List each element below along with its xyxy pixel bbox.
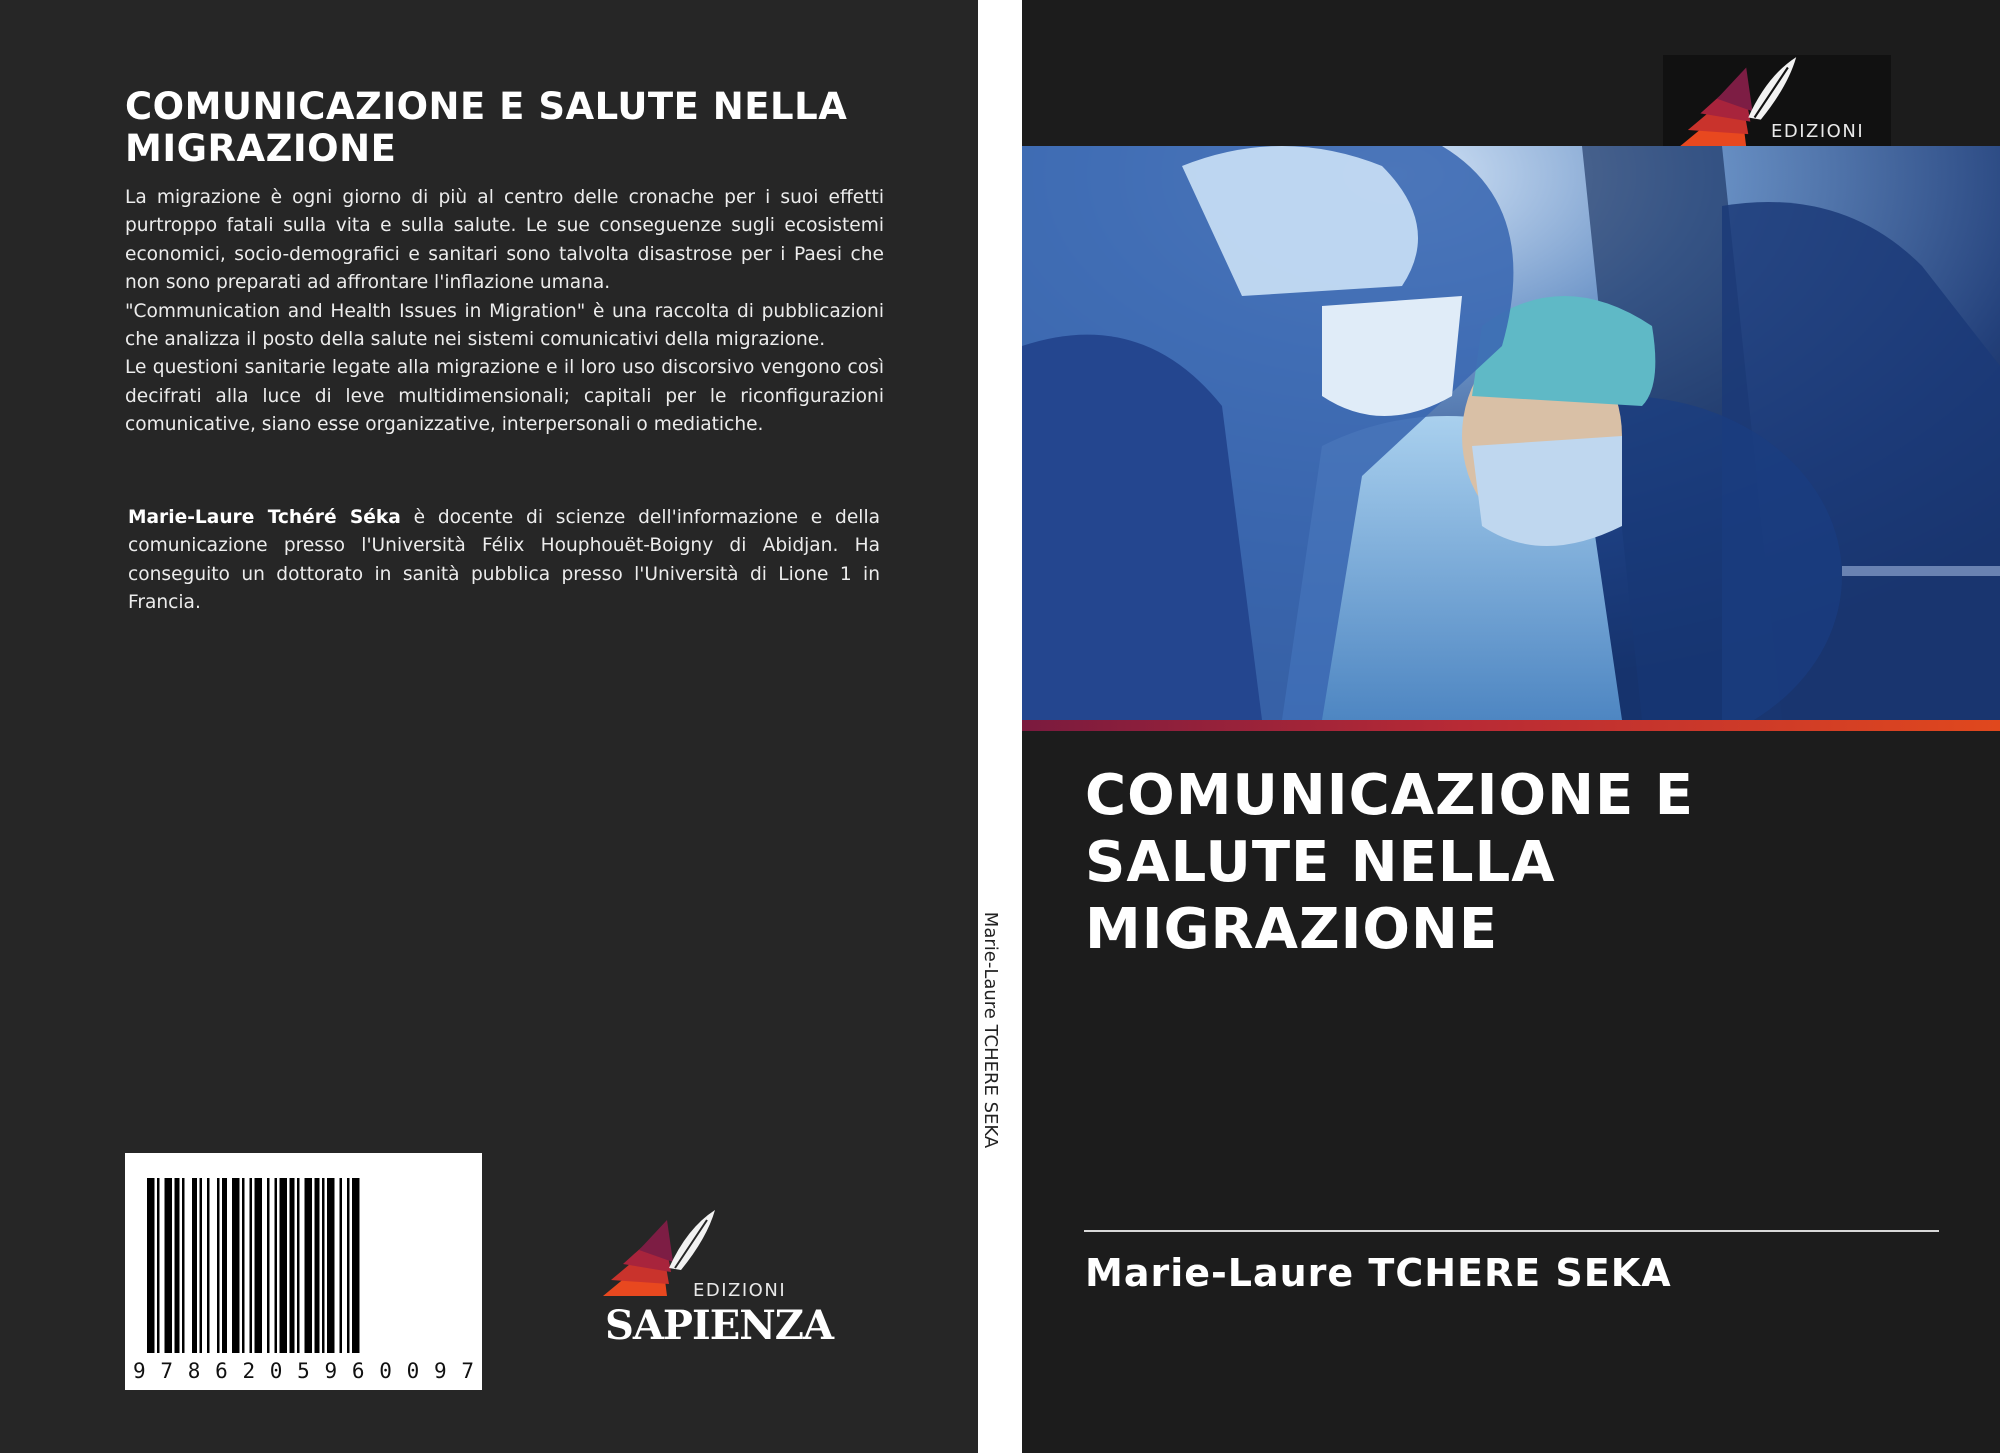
blurb-paragraph: Le questioni sanitarie legate alla migrazione e il loro uso discorsivo vengono così decifrati alla luce di leve multidimensionali; capitali per le riconfigurazioni comunicative, siano esse organizzative, interpersonali o mediatiche. xyxy=(125,357,884,436)
barcode-digits xyxy=(133,1360,474,1382)
back-cover xyxy=(0,0,978,1453)
barcode-digit: 6 xyxy=(351,1359,365,1383)
author-bio xyxy=(128,504,880,618)
front-cover-title: COMUNICAZIONE E SALUTE NELLA MIGRAZIONE xyxy=(1085,763,1694,962)
barcode-digit: 9 xyxy=(433,1359,447,1383)
barcode-digit: 5 xyxy=(297,1359,310,1383)
back-cover-blurb xyxy=(125,184,884,440)
publisher-sapienza: SAPIENZA xyxy=(605,1302,833,1349)
cover-accent-stripe xyxy=(1022,720,2000,731)
cover-photo-surgeons xyxy=(1022,146,2000,720)
author-divider xyxy=(1084,1230,1939,1232)
back-cover-title: COMUNICAZIONE E SALUTE NELLA MIGRAZIONE xyxy=(125,85,848,170)
barcode-digit: 9 xyxy=(324,1359,338,1383)
barcode-digit: 7 xyxy=(160,1359,174,1383)
barcode-digit: 7 xyxy=(461,1359,474,1383)
barcode-digit: 9 xyxy=(133,1359,146,1383)
barcode-digit: 8 xyxy=(187,1359,201,1383)
barcode-digit: 0 xyxy=(406,1359,420,1383)
publisher-edizioni: EDIZIONI xyxy=(1771,121,1865,142)
publisher-logo-back xyxy=(597,1208,833,1349)
barcode-digit: 6 xyxy=(215,1359,228,1383)
author-bio-name: Marie-Laure Tchéré Séka xyxy=(128,507,401,528)
barcode-digit: 2 xyxy=(242,1359,256,1383)
spine-author: Marie-Laure TCHERE SEKA xyxy=(980,911,1001,1149)
isbn-barcode xyxy=(125,1153,482,1390)
blurb-paragraph: La migrazione è ogni giorno di più al centro delle cronache per i suoi effetti purtroppo fatali sulla vita e sulla salute. Le sue conseguenze sugli ecosistemi economici, socio-demografici e sanitari sono talvolta disastrose per i Paesi che non sono preparati ad affrontare l'inflazione umana. xyxy=(125,187,884,294)
book-spine xyxy=(978,0,1022,1453)
front-cover-author: Marie-Laure TCHERE SEKA xyxy=(1085,1251,1672,1295)
blurb-paragraph: "Communication and Health Issues in Migration" è una raccolta di pubblicazioni che analizza il posto della salute nei sistemi comunicativi della migrazione. xyxy=(125,300,884,351)
author-bio-text: è docente di scienze dell'informazione e della comunicazione presso l'Università Félix Houphouët-Boigny di Abidjan. Ha conseguito un dottorato in sanità pubblica presso l'Università di Lione 1 in Francia. xyxy=(128,507,881,614)
barcode-digit: 0 xyxy=(379,1359,392,1383)
barcode-icon xyxy=(125,1153,482,1390)
barcode-digit: 0 xyxy=(269,1359,283,1383)
publisher-edizioni: EDIZIONI xyxy=(693,1280,787,1301)
